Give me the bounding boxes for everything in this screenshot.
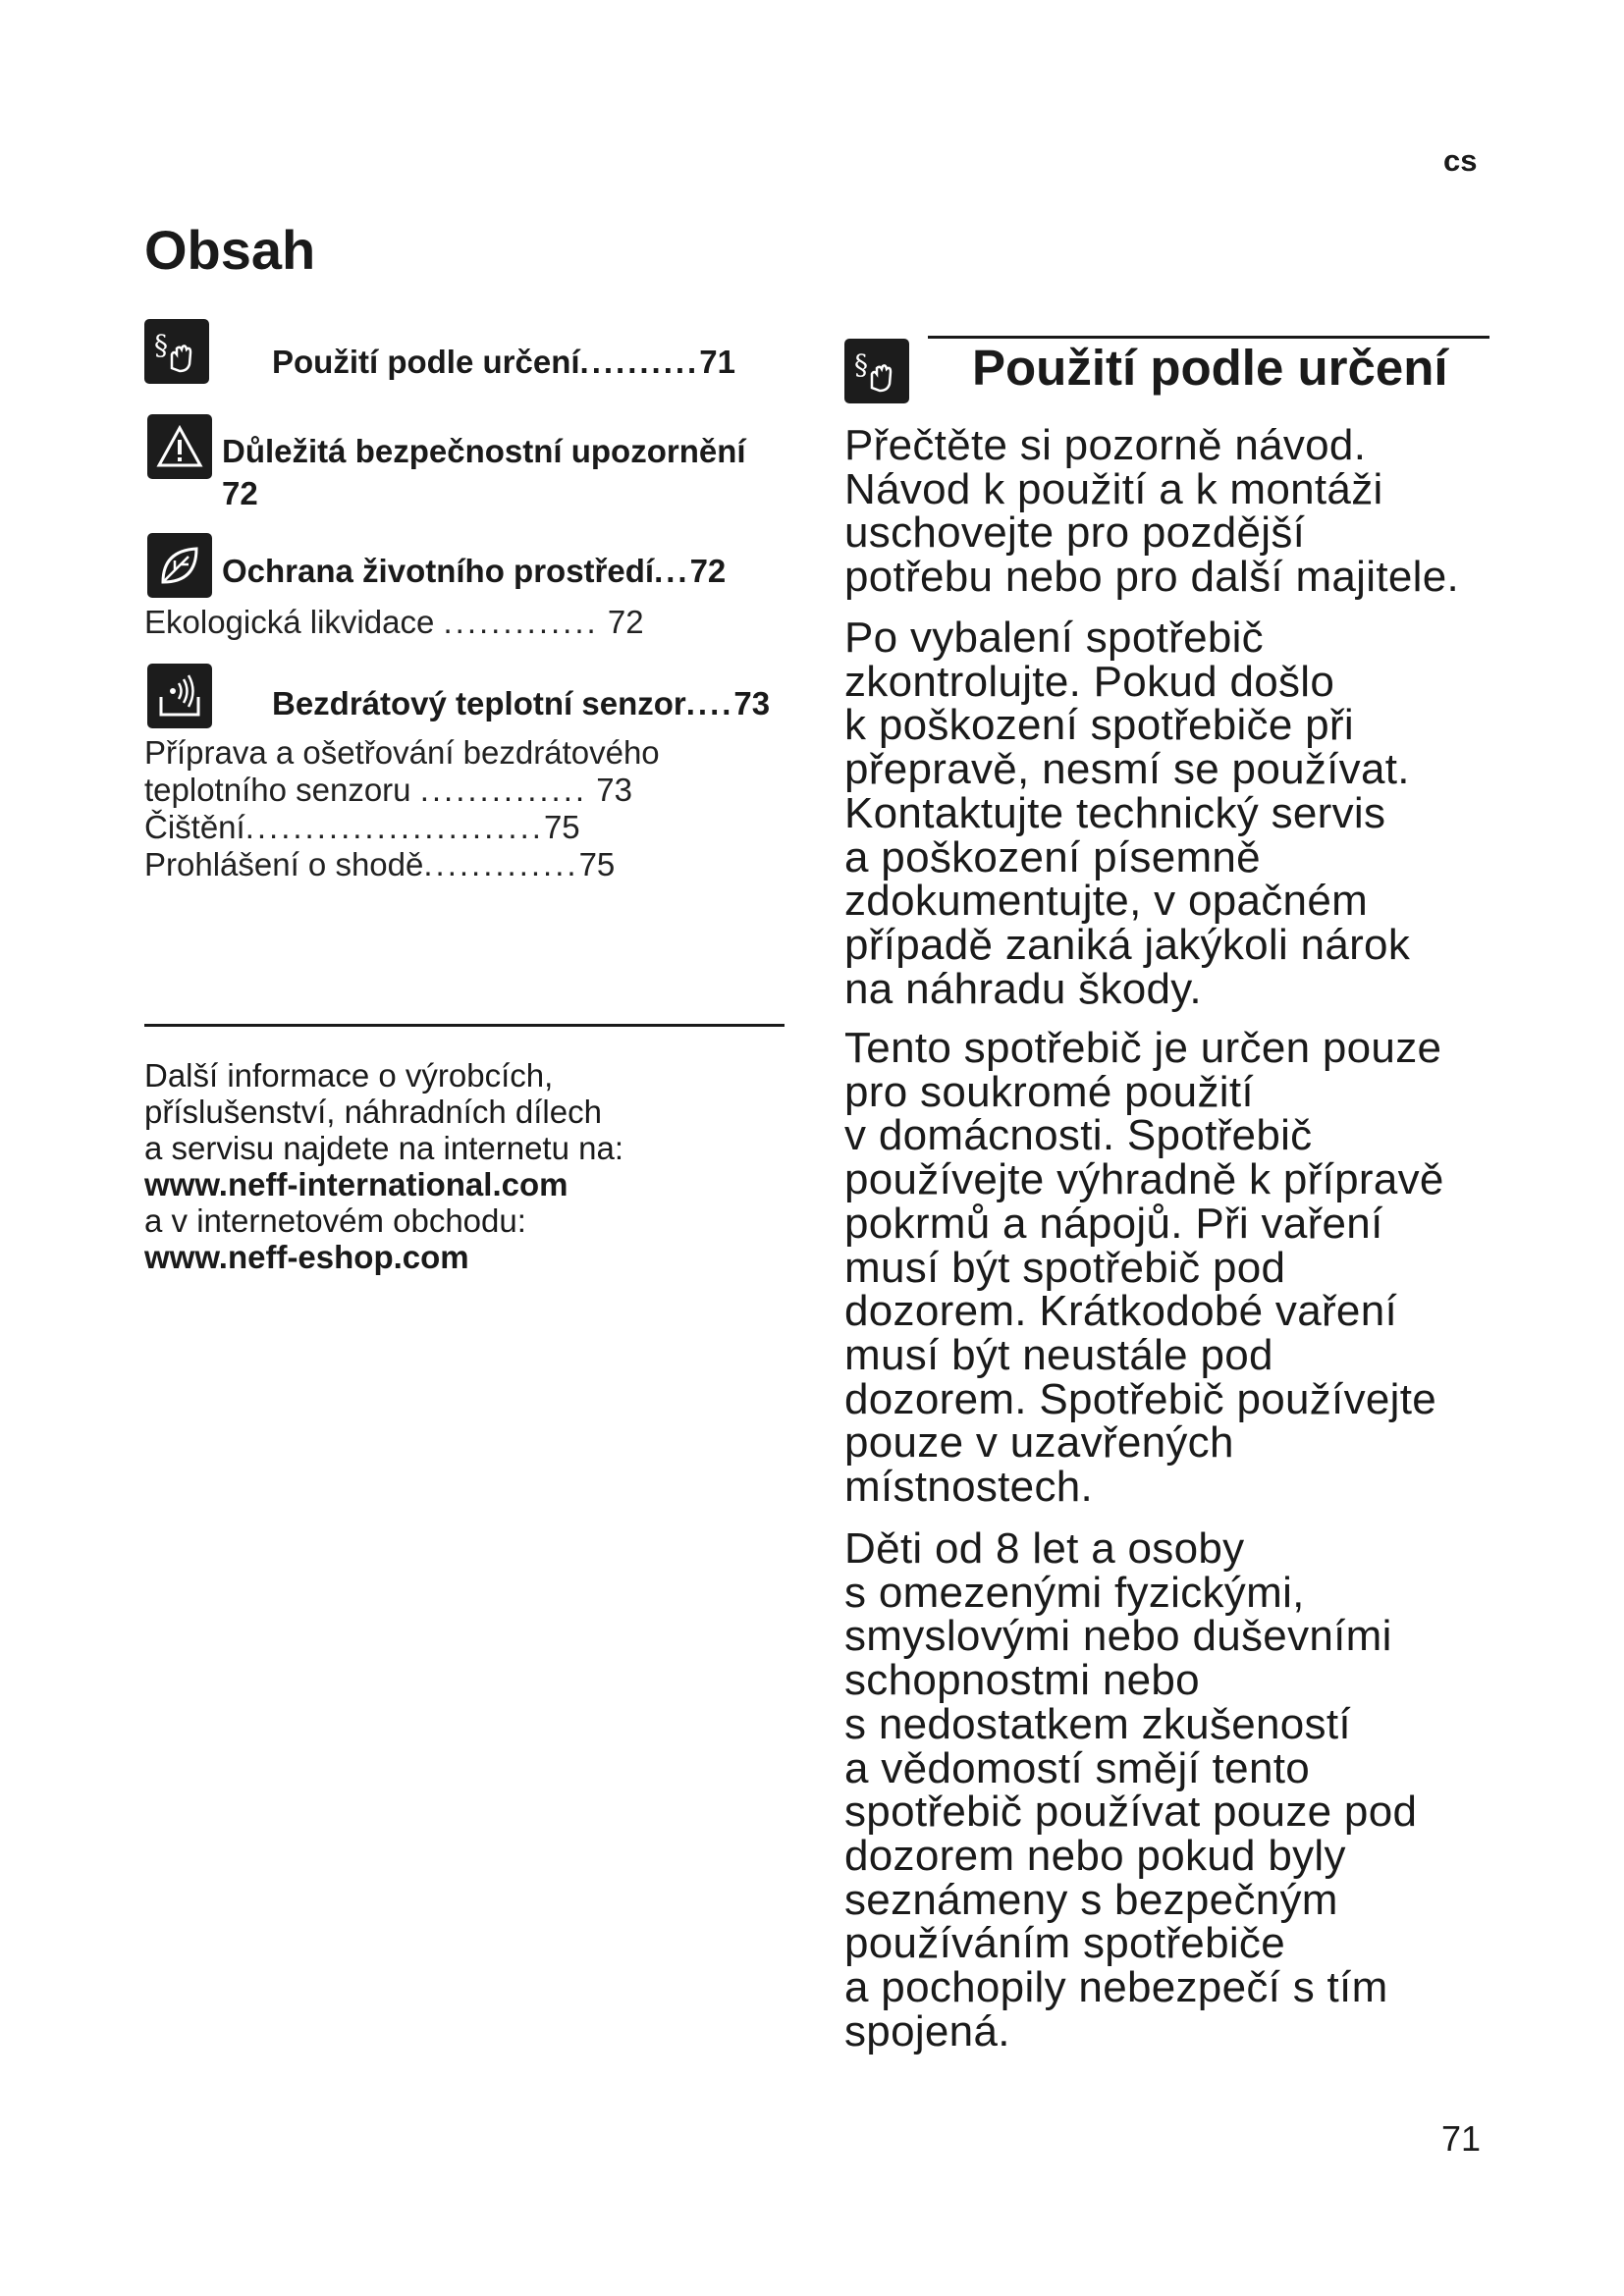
paragraph-hand-icon [144, 319, 209, 384]
info-line: a v internetovém obchodu: [144, 1202, 526, 1239]
page-number: 71 [1441, 2118, 1482, 2159]
info-line: a servisu najdete na internetu na: [144, 1130, 623, 1166]
toc-entry-safety[interactable]: Důležitá bezpečnostní upozornění [222, 433, 746, 469]
paragraph-hand-icon [844, 339, 909, 403]
paragraph-3: Tento spotřebič je určen pouze pro soukromé použití v domácnosti. Spotřebič používejte výhradně k přípravě pokrmů a nápojů. Při vaření musí být spotřebič pod dozorem. Krátkodobé vaření musí být neustále pod dozorem. Spotřebič používejte pouze v uzavřených místnostech. [844, 1024, 1444, 1512]
svg-text:§: § [854, 348, 868, 381]
divider [144, 1024, 785, 1027]
svg-text:§: § [154, 329, 168, 361]
toc-sub-declaration[interactable]: Prohlášení o shodě.............75 [144, 846, 616, 882]
website-link[interactable]: www.neff-international.com [144, 1166, 568, 1202]
section-title: Použití podle určení [972, 340, 1448, 396]
wireless-sensor-icon [147, 664, 212, 728]
paragraph-1: Přečtěte si pozorně návod. Návod k použití a k montáži uschovejte pro pozdější potřebu nebo pro další majitele. [844, 421, 1459, 602]
info-line: příslušenství, náhradních dílech [144, 1094, 602, 1130]
toc-sub-sensor-prep-2[interactable]: teplotního senzoru .............. 73 [144, 772, 632, 808]
info-line: Další informace o výrobcích, [144, 1057, 554, 1094]
eshop-link[interactable]: www.neff-eshop.com [144, 1239, 469, 1275]
toc-entry-environment[interactable]: Ochrana životního prostředí...72 [222, 553, 727, 589]
toc-entry-sensor[interactable]: Bezdrátový teplotní senzor....73 [272, 685, 771, 721]
toc-sub-sensor-prep-1[interactable]: Příprava a ošetřování bezdrátového [144, 734, 660, 771]
leaf-icon [147, 533, 212, 598]
toc-entry-safety-page: 72 [222, 475, 258, 511]
paragraph-4: Děti od 8 let a osoby s omezenými fyzickými, smyslovými nebo duševními schopnostmi nebo s nedostatkem zkušeností a vědomostí smějí tento spotřebič používat pouze pod dozorem nebo pokud byly seznámeny s bezpečným používáním spotřebiče a pochopily nebezpečí s tím spojená. [844, 1524, 1418, 2056]
paragraph-2: Po vybalení spotřebič zkontrolujte. Pokud došlo k poškození spotřebiče při přepravě, nesmí se používat. Kontaktujte technický servis a poškození písemně zdokumentujte, v opačném případě zaniká jakýkoli nárok na náhradu škody. [844, 614, 1411, 1013]
toc-sub-eco-disposal[interactable]: Ekologická likvidace ............. 72 [144, 604, 644, 640]
toc-entry-usage[interactable]: Použití podle určení..........71 [272, 344, 735, 380]
warning-triangle-icon [147, 414, 212, 479]
info-block [144, 1057, 792, 1275]
language-code: cs [1443, 143, 1478, 178]
toc-sub-cleaning[interactable]: Čištění.........................75 [144, 809, 580, 845]
toc-title: Obsah [144, 219, 316, 281]
